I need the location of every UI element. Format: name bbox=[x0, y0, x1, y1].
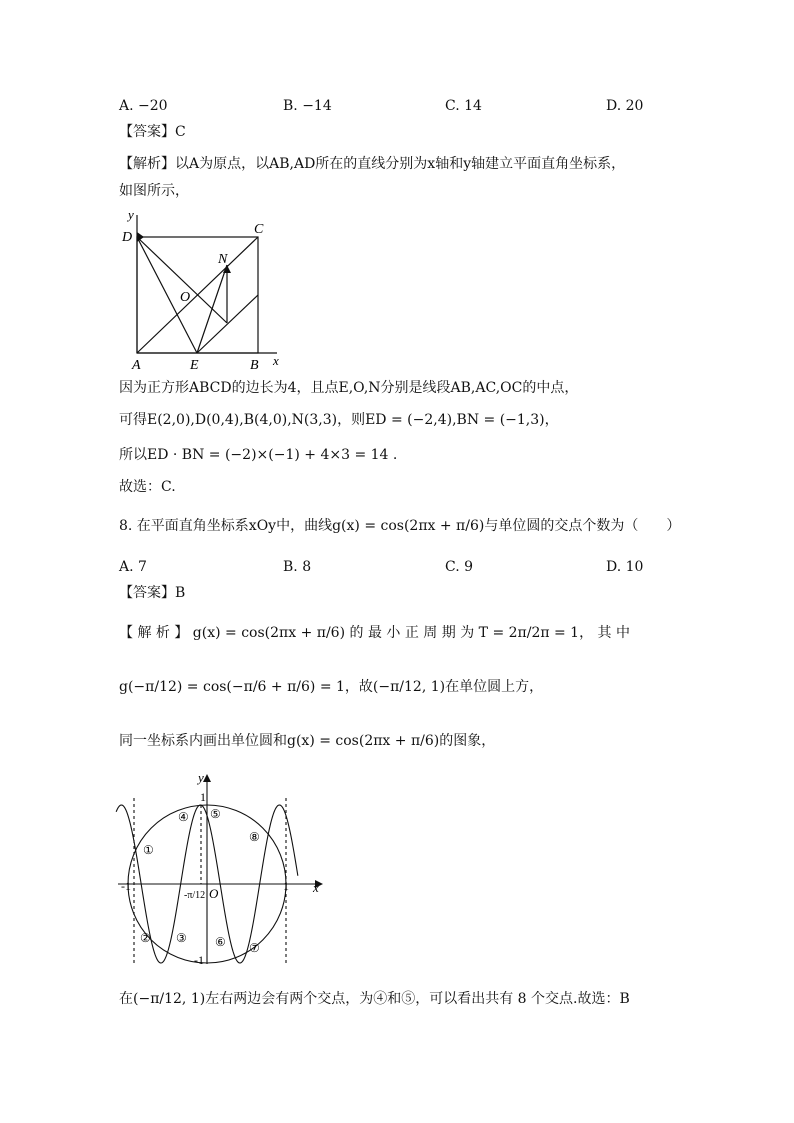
fig1-y-label: y bbox=[128, 207, 134, 222]
intersection-8: ⑧ bbox=[249, 830, 260, 844]
intersection-7: ⑦ bbox=[249, 941, 260, 955]
fig1-label-e: E bbox=[190, 358, 199, 373]
fig2-tick-1-top: 1 bbox=[200, 790, 206, 804]
q7-option-c: C. 14 bbox=[445, 98, 482, 114]
fig2-tick-neg1-bottom: -1 bbox=[194, 953, 204, 967]
intersection-3: ③ bbox=[176, 931, 187, 945]
q7-analysis-line1: 【解析】以A为原点，以AB,AD所在的直线分别为x轴和y轴建立平面直角坐标系， bbox=[119, 156, 626, 172]
fig2-origin-label: O bbox=[209, 886, 219, 901]
square-figure bbox=[112, 203, 292, 373]
fig2-neg-pi-over-12: -π/12 bbox=[184, 890, 206, 901]
fig1-label-o: O bbox=[180, 290, 191, 305]
q8-analysis-line2: g(−π/12) = cos(−π/6 + π/6) = 1，故(−π/12, 1)在单位圆上方， bbox=[119, 679, 544, 695]
fig1-label-b: B bbox=[250, 358, 259, 373]
q8-conclusion: 在(−π/12, 1)左右两边会有两个交点，为④和⑤，可以看出共有 8 个交点.故选：B bbox=[119, 991, 630, 1007]
fig2-x-label: x bbox=[313, 880, 319, 895]
q7-line-vectors: 可得E(2,0),D(0,4),B(4,0),N(3,3)，则ED = (−2,4),BN = (−1,3)， bbox=[119, 412, 559, 428]
q8-stem: 8. 在平面直角坐标系xOy中，曲线g(x) = cos(2πx + π/6)与单位圆的交点个数为（ ） bbox=[119, 518, 681, 534]
q7-line-square: 因为正方形ABCD的边长为4，且点E,O,N分别是线段AB,AC,OC的中点， bbox=[119, 380, 579, 396]
unit-circle-figure bbox=[112, 768, 332, 968]
fig1-label-a: A bbox=[132, 358, 141, 373]
q7-answer: 【答案】C bbox=[119, 124, 186, 140]
intersection-5: ⑤ bbox=[210, 807, 221, 821]
q8-option-a: A. 7 bbox=[119, 559, 147, 575]
fig2-tick-neg1-left: -1 bbox=[121, 879, 131, 893]
intersection-6: ⑥ bbox=[215, 935, 226, 949]
q8-answer: 【答案】B bbox=[119, 585, 186, 601]
fig1-label-d: D bbox=[122, 230, 133, 245]
q7-line-dot-product: 所以ED · BN = (−2)×(−1) + 4×3 = 14 . bbox=[119, 447, 398, 463]
intersection-1: ① bbox=[143, 843, 154, 857]
q8-analysis-line3: 同一坐标系内画出单位圆和g(x) = cos(2πx + π/6)的图象， bbox=[119, 733, 496, 749]
q7-analysis-line2: 如图所示， bbox=[119, 183, 189, 199]
q7-option-b: B. −14 bbox=[283, 98, 332, 114]
q8-option-b: B. 8 bbox=[283, 559, 312, 575]
fig1-label-c: C bbox=[254, 222, 264, 237]
fig1-label-n: N bbox=[218, 252, 228, 267]
fig2-tick-1-right: 1 bbox=[283, 879, 289, 893]
q7-line-choice: 故选：C. bbox=[119, 479, 176, 495]
q8-option-c: C. 9 bbox=[445, 559, 474, 575]
q7-option-a: A. −20 bbox=[119, 98, 168, 114]
q8-analysis-line1: 【 解 析 】 g(x) = cos(2πx + π/6) 的 最 小 正 周 期 为 T = 2π/2π = 1， 其 中 bbox=[119, 625, 630, 641]
fig1-x-label: x bbox=[273, 353, 279, 368]
q7-option-d: D. 20 bbox=[606, 98, 644, 114]
fig2-y-label: y bbox=[198, 770, 204, 785]
intersection-2: ② bbox=[140, 931, 151, 945]
q8-option-d: D. 10 bbox=[606, 559, 644, 575]
intersection-4: ④ bbox=[178, 810, 189, 824]
